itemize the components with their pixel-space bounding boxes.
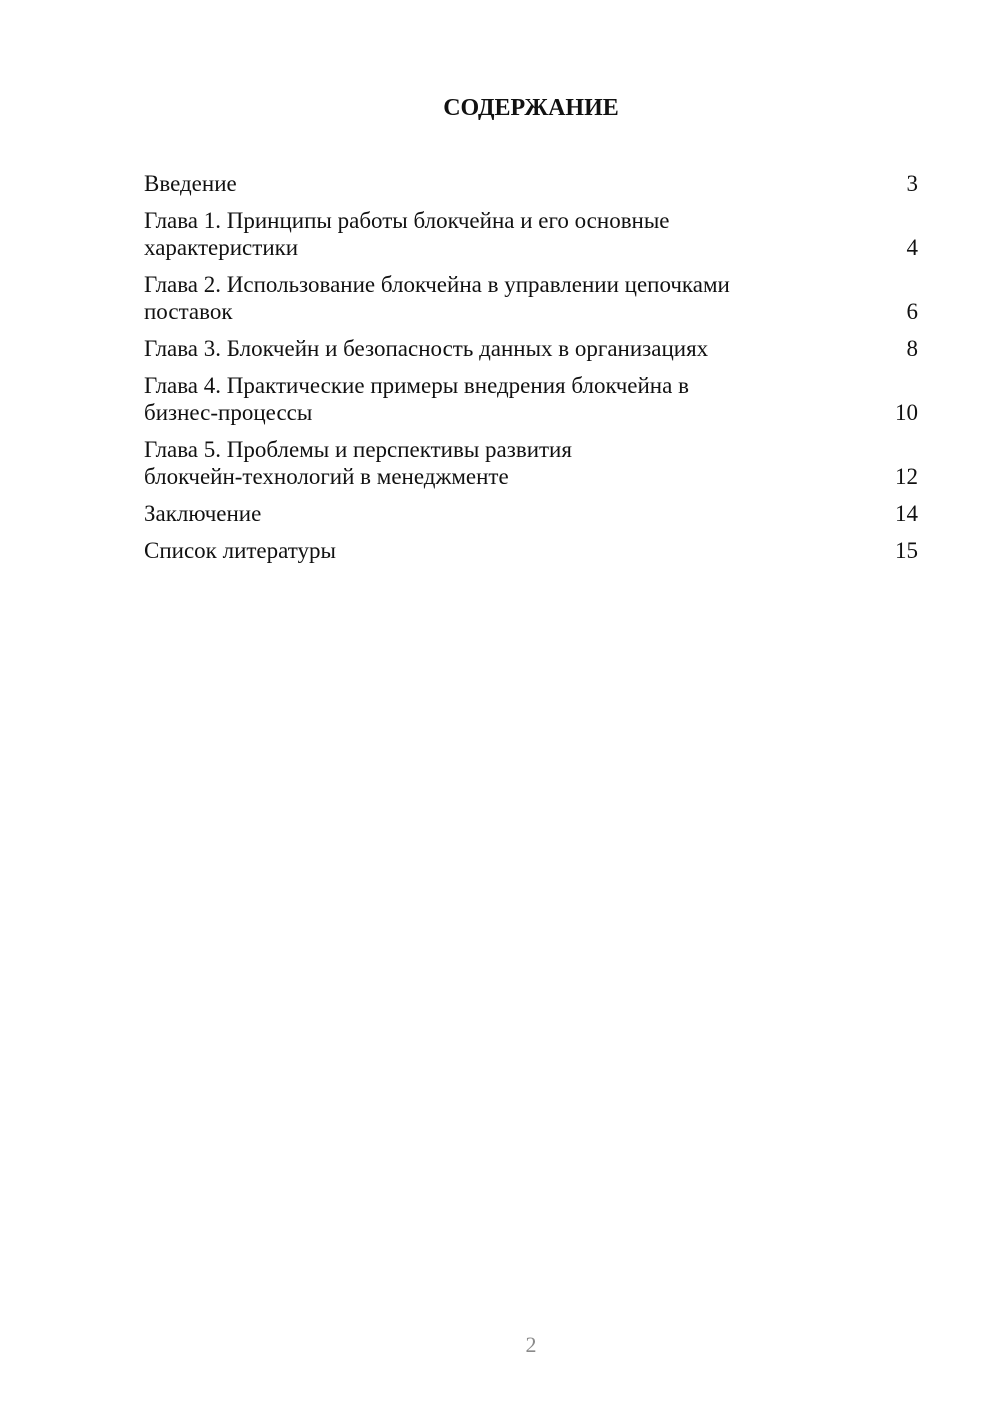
toc-entry-label: Глава 4. Практические примеры внедрения блокчейна в бизнес-процессы: [144, 373, 689, 425]
toc-entry-label: Введение: [144, 171, 237, 196]
toc-entry-label: Глава 2. Использование блокчейна в управлении цепочками поставок: [144, 272, 730, 324]
toc-entry-page: 10: [895, 400, 918, 425]
toc-entry-references[interactable]: [144, 537, 918, 564]
toc-heading: СОДЕРЖАНИЕ: [443, 95, 619, 121]
toc-entry-label: Заключение: [144, 501, 262, 526]
toc-entry-page: 14: [895, 501, 918, 526]
toc-entry-page: 6: [906, 299, 918, 324]
toc-entry-label: Глава 1. Принципы работы блокчейна и его основные характеристики: [144, 208, 670, 260]
toc-entry-page: 12: [895, 464, 918, 489]
toc-entry-chapter-1[interactable]: [144, 207, 918, 261]
table-of-contents: [144, 170, 918, 574]
toc-entry-conclusion[interactable]: [144, 500, 918, 527]
toc-entry-label: Список литературы: [144, 538, 336, 563]
page-number: 2: [525, 1332, 537, 1357]
toc-entry-chapter-2[interactable]: [144, 271, 918, 325]
toc-entry-page: 3: [906, 171, 918, 196]
toc-entry-label: Глава 5. Проблемы и перспективы развития блокчейн-технологий в менеджменте: [144, 437, 572, 489]
toc-entry-page: 8: [906, 336, 918, 361]
toc-entry-chapter-3[interactable]: [144, 335, 918, 362]
toc-entry-introduction[interactable]: [144, 170, 918, 197]
toc-entry-page: 4: [906, 235, 918, 260]
toc-entry-label: Глава 3. Блокчейн и безопасность данных в организациях: [144, 336, 709, 361]
toc-entry-chapter-5[interactable]: [144, 436, 918, 490]
toc-entry-chapter-4[interactable]: [144, 372, 918, 426]
toc-entry-page: 15: [895, 538, 918, 563]
